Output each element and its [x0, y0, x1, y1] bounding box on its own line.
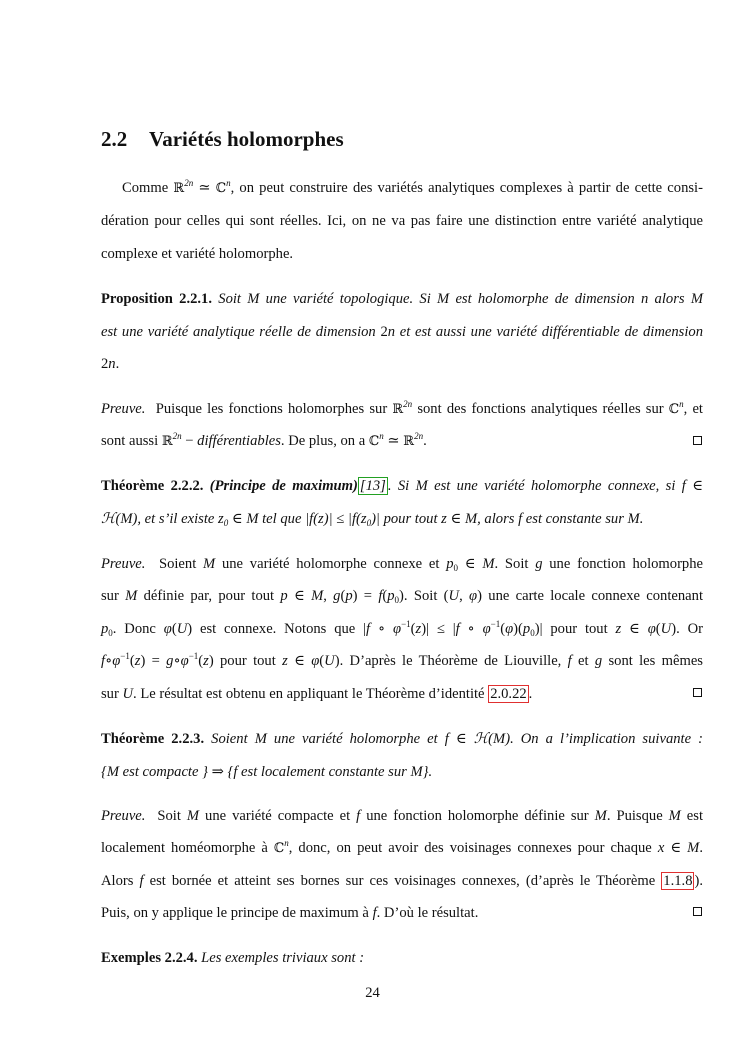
proof-3-line-3: Alors f est bornée et atteint ses bornes sur ces voisinages connexes, (d’après le Théorème 1.1.8 ).	[101, 873, 703, 889]
proof-2-line-1: Preuve. Soient M une variété holomorphe connexe et $p_0$ ∈ M. Soit g une fonction holomorphe	[101, 556, 704, 573]
theorem-reference-link[interactable]: 1.1.8	[663, 873, 693, 889]
examples-2-2-4: Exemples 2.2.4. Les exemples triviaux sont :	[101, 950, 365, 966]
theorem-2-2-2-line-2: ℋ(M), et s’il existe $z_0$ ∈ M tel que $|f(z)| \le |f(z_0)|$ pour tout z ∈ M, alors f est constante sur M.	[101, 511, 644, 528]
proof-2-line-5: sur U. Le résultat est obtenu en appliquant le Théorème d’identité 2.0.22 .	[101, 686, 533, 702]
qed-square-icon	[693, 688, 702, 697]
proof-3-line-4: Puis, on y applique le principe de maximum à f. D’où le résultat.	[101, 905, 479, 921]
proof-label: Preuve.	[101, 401, 146, 417]
proof-3-line-2: localement homéomorphe à ℂ$^n$, donc, on peut avoir des voisinages connexes pour chaque x ∈ M.	[101, 838, 703, 856]
intro-line-1: Comme ℝ$^{2n}$ ≃ ℂ$^n$, on peut construire des variétés analytiques complexes à partir de cette consi-	[122, 178, 703, 196]
section-number: 2.2	[101, 127, 128, 151]
intro-line-2: dération pour celles qui sont réelles. Ici, on ne va pas faire une distinction entre variété analytique	[101, 213, 703, 229]
proof-2-line-3: $p_0$. Donc φ(U) est connexe. Notons que |f ∘ $\varphi^{-1}(z)| \le |f$ ∘ $\varphi^{-1}(\varphi)(p_0)|$ pour tout z ∈ φ(U). Or	[101, 619, 703, 638]
theorem-reference-link[interactable]: 2.0.22	[490, 686, 527, 702]
page-number: 24	[365, 985, 380, 1001]
theorem-2-2-3-line-1: Théorème 2.2.3. Soient M une variété holomorphe et f ∈ ℋ(M). On a l’implication suivante :	[101, 731, 703, 747]
section-title: Variétés holomorphes	[149, 127, 344, 151]
qed-square-icon	[693, 436, 702, 445]
proof-1-line-1: Preuve. Puisque les fonctions holomorphes sur ℝ$^{2n}$ sont des fonctions analytiques réelles sur ℂ$^n$, et	[101, 399, 703, 417]
theorem-2-2-2-line-1: Théorème 2.2.2. (Principe de maximum) [13] . Si M est une variété holomorphe connexe, si f ∈	[101, 478, 703, 494]
proposition-2-2-1-line-1: Proposition 2.2.1. Soit M une variété topologique. Si M est holomorphe de dimension n alors M	[101, 291, 703, 307]
theorem-label: Théorème 2.2.2.	[101, 478, 204, 494]
proposition-2-2-1-line-3: 2n.	[101, 356, 120, 372]
intro-line-3: complexe et variété holomorphe.	[101, 246, 294, 262]
proof-2-line-2: sur M définie par, pour tout p ∈ M, $g(p) = f(p_0)$. Soit (U, φ) une carte locale connexe contenant	[101, 588, 704, 605]
proof-2-line-4: $f\circ\varphi^{-1}(z)$ = $g\circ\varphi^{-1}(z)$ pour tout z ∈ φ(U). D’après le Théorème de Liouville, f et g sont les mêmes	[101, 651, 703, 669]
qed-square-icon	[693, 907, 702, 916]
theorem-2-2-3-line-2: {M est compacte } ⇒ {f est localement constante sur M}.	[101, 764, 433, 780]
proof-1-line-2: sont aussi ℝ$^{2n}$ − différentiables. De plus, on a ℂ$^n$ ≃ ℝ$^{2n}$.	[101, 431, 427, 449]
proposition-2-2-1-line-2: est une variété analytique réelle de dimension 2n et est aussi une variété différentiable de dimension	[101, 324, 703, 340]
section-heading	[101, 127, 344, 152]
proof-3-line-1: Preuve. Soit M une variété compacte et f une fonction holomorphe définie sur M. Puisque M est	[101, 808, 704, 824]
citation-link[interactable]: [13]	[359, 478, 386, 494]
proposition-label: Proposition 2.2.1.	[101, 291, 212, 307]
